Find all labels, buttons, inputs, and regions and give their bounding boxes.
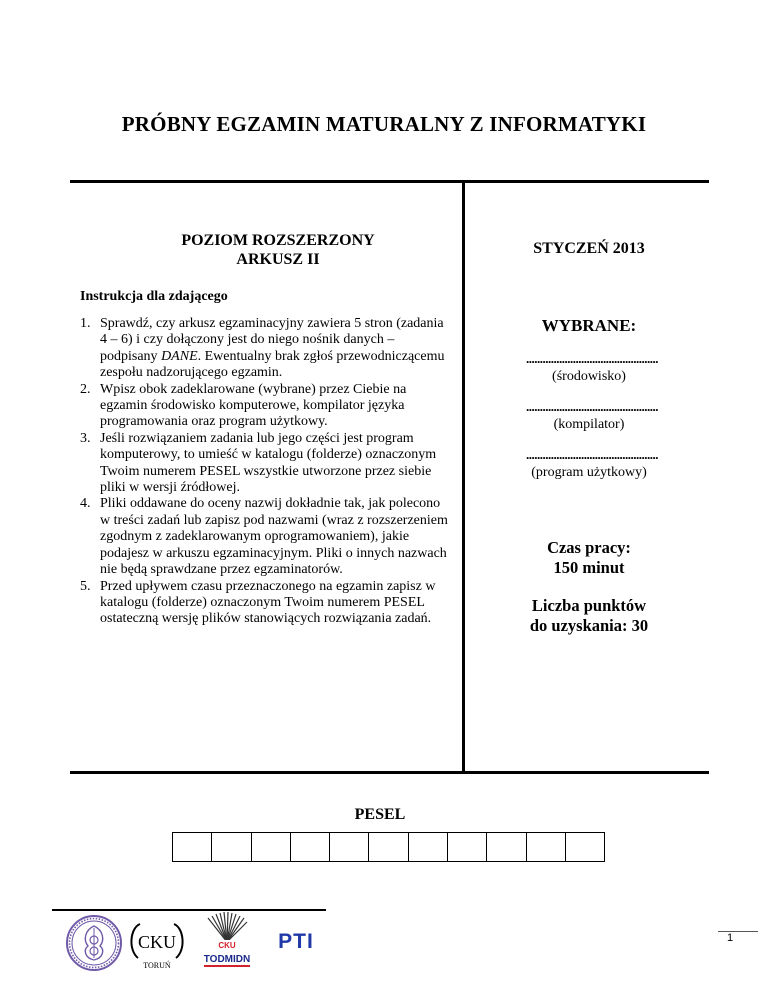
instruction-number: 2. — [80, 381, 91, 397]
instruction-item — [80, 496, 450, 578]
program-field[interactable]: ................................................ — [526, 447, 658, 462]
torun-text: TORUŃ — [143, 961, 171, 970]
pesel-digit-box[interactable] — [330, 832, 369, 862]
exam-date: STYCZEŃ 2013 — [533, 240, 645, 257]
pesel-boxes — [172, 832, 605, 862]
program-caption: (program użytkowy) — [531, 465, 647, 480]
instruction-number: 1. — [80, 316, 91, 331]
instruction-number: 4. — [80, 496, 91, 512]
work-time — [468, 538, 710, 578]
footer-divider — [52, 909, 326, 911]
university-seal-logo — [65, 914, 123, 972]
instructions-list — [80, 316, 450, 628]
level-line: POZIOM ROZSZERZONY — [181, 232, 375, 249]
pti-logo — [264, 928, 328, 952]
instruction-text: Sprawdź, czy arkusz egzaminacyjny zawiera 5 stron (zadania 4 – 6) i czy dołączony jest do niego nośnik danych – podpisany — [100, 316, 444, 364]
instruction-text: Pliki oddawane do oceny nazwij dokładnie tak, jak polecono w treści zadań lub zapisz pod nazwami (wraz z rozszerzeniem zgodnym z zadeklarowanym oprogramowaniem), jakie podajesz w arkuszu egzaminacyjnym. Pliki o innych nazwach nie będą sprawdzane przez egzaminatorów. — [100, 496, 448, 578]
points-value: do uzyskania: 30 — [529, 616, 649, 635]
instruction-number: 3. — [80, 430, 91, 446]
cku-text: CKU — [137, 932, 177, 952]
pesel-digit-box[interactable] — [448, 832, 487, 862]
sheet-line: ARKUSZ II — [236, 251, 320, 268]
instructions-heading: Instrukcja dla zdającego — [80, 289, 228, 304]
environment-field[interactable]: ................................................ — [526, 351, 658, 366]
pesel-digit-box[interactable] — [487, 832, 526, 862]
column-divider — [462, 182, 465, 774]
selected-heading: WYBRANE: — [541, 316, 637, 335]
instruction-item — [80, 382, 450, 431]
pesel-digit-box[interactable] — [173, 832, 212, 862]
work-time-value: 150 minut — [553, 558, 625, 577]
instruction-text: . Ewentualny brak zgłoś przewodniczącemu zespołu nadzorującego egzamin. — [100, 348, 445, 381]
instruction-emphasis: DANE — [161, 348, 198, 364]
compiler-caption: (kompilator) — [553, 417, 625, 432]
instruction-item — [80, 579, 450, 628]
todmidn-text: TODMIDN — [203, 954, 251, 965]
compiler-field[interactable]: ................................................ — [526, 399, 658, 414]
environment-caption: (środowisko) — [552, 369, 626, 384]
work-time-label: Czas pracy: — [547, 538, 631, 557]
todmidn-cku-text: CKU — [218, 941, 236, 950]
pesel-digit-box[interactable] — [212, 832, 251, 862]
page-number: 1 — [727, 932, 734, 944]
pesel-digit-box[interactable] — [369, 832, 408, 862]
instruction-text: Przed upływem czasu przeznaczonego na egzamin zapisz w katalogu (folderze) oznaczonym Twoim numerem PESEL ostateczną wersję plików stanowiących rozwiązania zadań. — [100, 578, 436, 627]
pti-text: PTI — [278, 930, 314, 952]
cku-torun-logo — [126, 920, 188, 972]
top-divider — [70, 180, 709, 183]
instruction-item — [80, 431, 450, 497]
instruction-item — [80, 316, 450, 382]
pesel-digit-box[interactable] — [291, 832, 330, 862]
instruction-number: 5. — [80, 578, 91, 594]
pesel-digit-box[interactable] — [527, 832, 566, 862]
points-info — [468, 596, 710, 636]
instruction-text: Jeśli rozwiązaniem zadania lub jego części jest program komputerowy, to umieść w katalogu (folderze) oznaczonym Twoim numerem PESEL wszystkie utworzone przez siebie pliki w wersji źródłowej. — [100, 430, 437, 496]
pesel-label: PESEL — [354, 806, 406, 823]
pesel-digit-box[interactable] — [252, 832, 291, 862]
exam-level — [118, 231, 438, 269]
page-number-rule — [718, 931, 758, 932]
cku-todmidn-logo — [200, 912, 254, 972]
instruction-text: Wpisz obok zadeklarowane (wybrane) przez Ciebie na egzamin środowisko komputerowe, kompilator języka programowania oraz program użytkowy. — [100, 381, 407, 430]
pesel-digit-box[interactable] — [409, 832, 448, 862]
exam-title: PRÓBNY EGZAMIN MATURALNY Z INFORMATYKI — [121, 112, 647, 136]
pesel-digit-box[interactable] — [566, 832, 605, 862]
bottom-divider — [70, 771, 709, 774]
points-label: Liczba punktów — [531, 596, 647, 615]
